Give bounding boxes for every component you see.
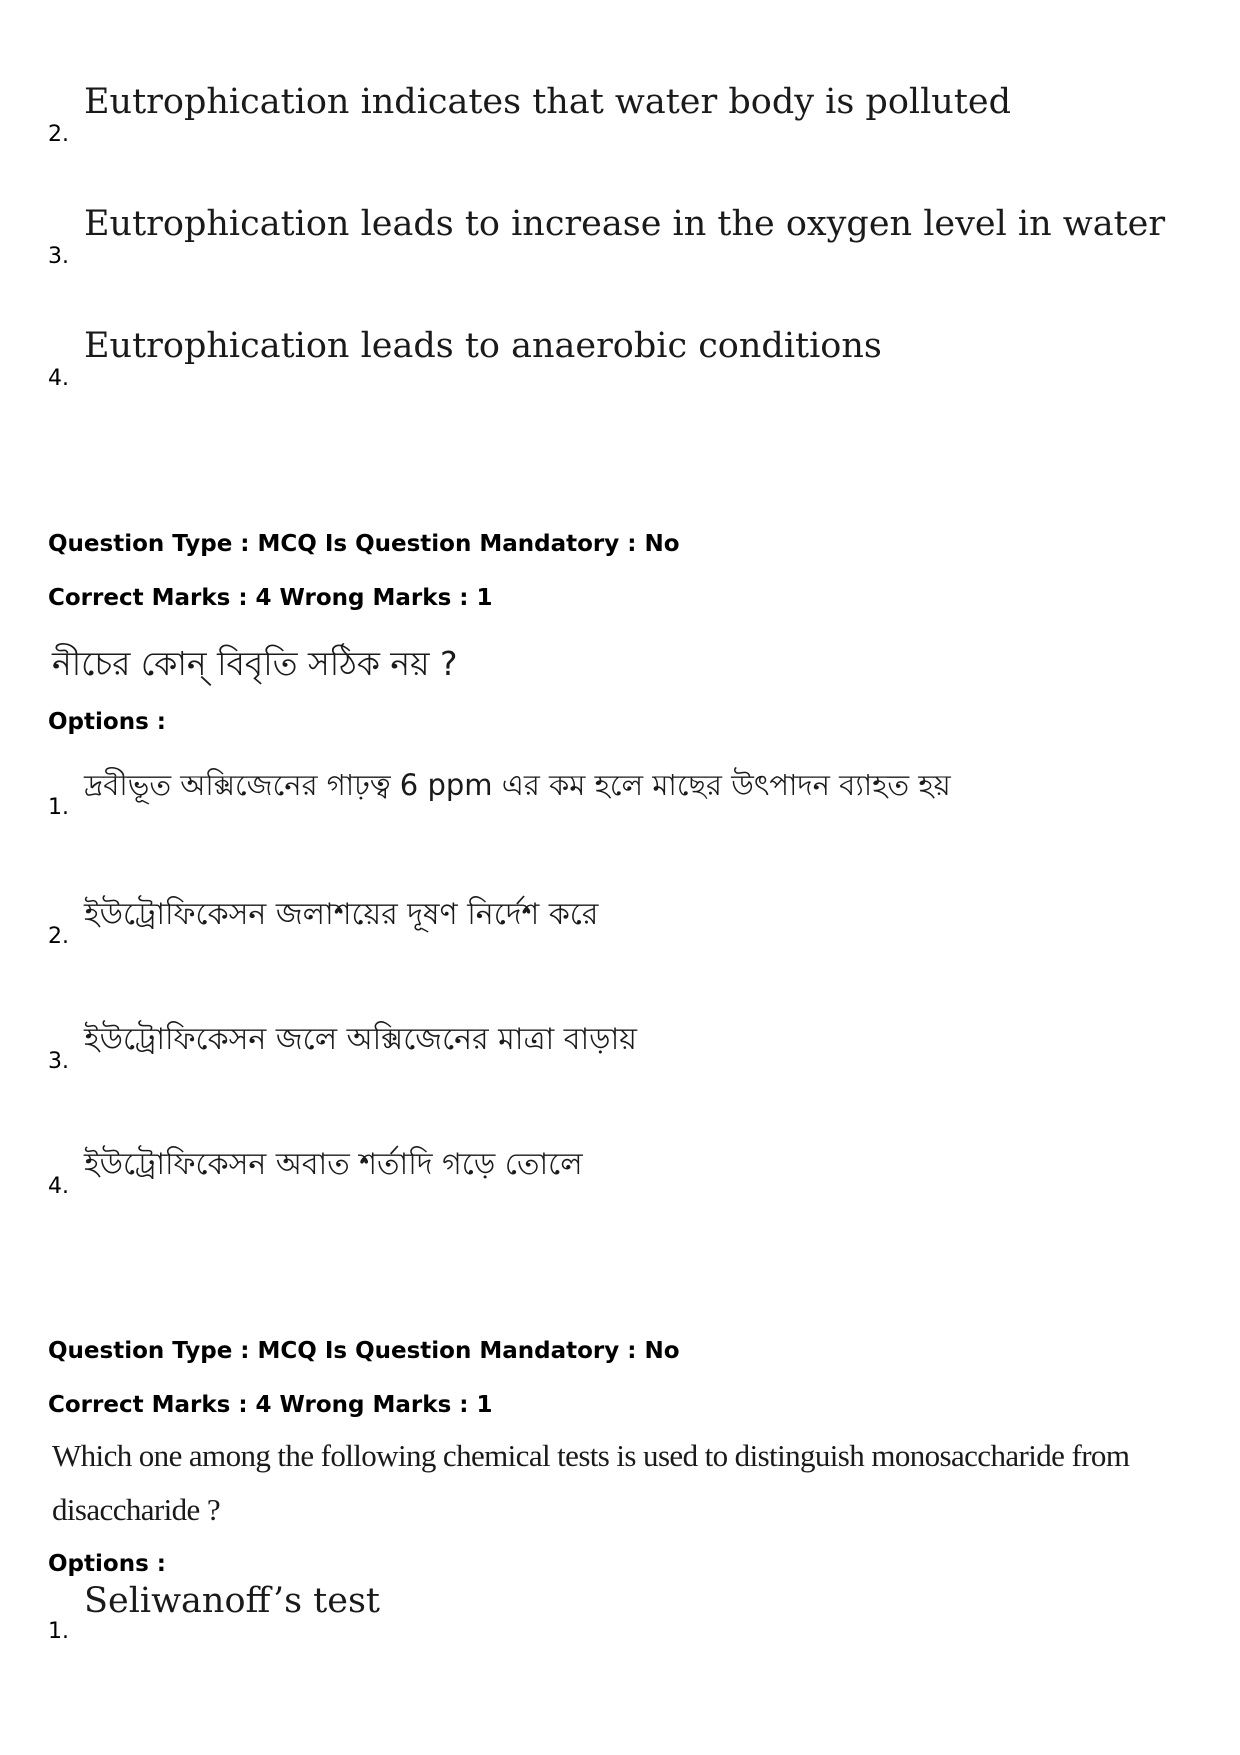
option-text: ইউট্রোফিকেসন অবাত শর্তাদি গড়ে তোলে	[84, 1147, 583, 1182]
question-text-line: disaccharide ?	[52, 1492, 221, 1527]
option-text: Eutrophication leads to anaerobic conditions	[84, 326, 882, 366]
question-text-line: Which one among the following chemical tests is used to distinguish monosaccharide from	[52, 1438, 1130, 1473]
options-label: Options :	[48, 709, 166, 735]
option-number: 1.	[48, 795, 69, 820]
option-text: ইউট্রোফিকেসন জলাশয়ের দূষণ নির্দেশ করে	[84, 897, 599, 932]
option-number: 3.	[48, 1049, 69, 1074]
option-text: Eutrophication indicates that water body is polluted	[84, 82, 1012, 122]
question-type-line: Question Type : MCQ Is Question Mandatory : No	[48, 531, 680, 557]
option-number: 4.	[48, 1174, 69, 1199]
question-text: নীচের কোন্ বিবৃতি সঠিক নয় ?	[52, 644, 458, 683]
option-text: ইউট্রোফিকেসন জলে অক্সিজেনের মাত্রা বাড়ায়	[84, 1022, 637, 1057]
option-number: 4.	[48, 366, 69, 391]
option-text: দ্রবীভূত অক্সিজেনের গাঢ়ত্ব 6 ppm এর কম হলে মাছের উৎপাদন ব্যাহত হয়	[84, 768, 951, 802]
option-number: 2.	[48, 122, 69, 147]
options-label: Options :	[48, 1551, 166, 1577]
option-text: Eutrophication leads to increase in the oxygen level in water	[84, 204, 1166, 244]
marks-line: Correct Marks : 4 Wrong Marks : 1	[48, 1392, 493, 1418]
option-number: 3.	[48, 244, 69, 269]
option-text: Seliwanoff’s test	[84, 1581, 380, 1621]
option-number: 2.	[48, 924, 69, 949]
question-type-line: Question Type : MCQ Is Question Mandatory : No	[48, 1338, 680, 1364]
option-number: 1.	[48, 1619, 69, 1644]
marks-line: Correct Marks : 4 Wrong Marks : 1	[48, 585, 493, 611]
